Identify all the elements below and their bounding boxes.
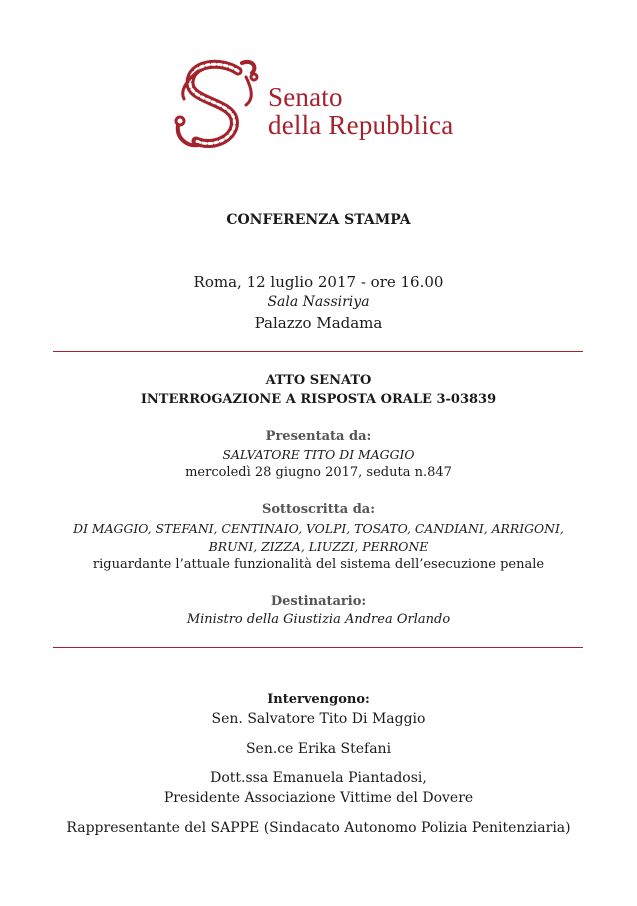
logo-line-repubblica: della Repubblica (268, 110, 454, 140)
speaker-piantadosi-role: Presidente Associazione Vittime del Dovere (163, 790, 474, 806)
speaker-stefani: Sen.ce Erika Stefani (245, 741, 392, 757)
presented-label: Presentata da: (265, 429, 372, 444)
recipient: Ministro della Giustizia Andrea Orlando (186, 612, 451, 627)
speaker-sappe: Rappresentante del SAPPE (Sindacato Autonomo Polizia Penitenziaria) (66, 820, 571, 836)
event-date-time: Roma, 12 luglio 2017 - ore 16.00 (193, 273, 444, 291)
speakers-label: Intervengono: (267, 692, 370, 707)
divider-bottom (53, 647, 583, 648)
recipient-label: Destinatario: (270, 594, 367, 609)
signers-line-2: BRUNI, ZIZZA, LIUZZI, PERRONE (208, 539, 429, 554)
logo-wordmark (268, 83, 453, 139)
logo-line-senato: Senato (268, 82, 343, 112)
senato-s-emblem-icon (168, 55, 268, 155)
signed-label: Sottoscritta da: (261, 502, 376, 517)
divider-top (53, 351, 583, 352)
signers-line-1: DI MAGGIO, STEFANI, CENTINAIO, VOLPI, TOSATO, CANDIANI, ARRIGONI, (73, 521, 564, 536)
event-room: Sala Nassiriya (267, 294, 370, 310)
presented-by: SALVATORE TITO DI MAGGIO (222, 447, 415, 462)
speaker-piantadosi: Dott.ssa Emanuela Piantadosi, (210, 770, 427, 786)
interrogation-subject: riguardante l’attuale funzionalità del sistema dell’esecuzione penale (92, 557, 545, 572)
press-conference-title: CONFERENZA STAMPA (226, 212, 411, 228)
act-heading: ATTO SENATO (265, 373, 372, 388)
senato-logo (168, 55, 478, 155)
speaker-di-maggio: Sen. Salvatore Tito Di Maggio (211, 711, 426, 727)
event-building: Palazzo Madama (254, 314, 383, 332)
act-interrogation: INTERROGAZIONE A RISPOSTA ORALE 3-03839 (140, 392, 497, 407)
presented-date: mercoledì 28 giugno 2017, seduta n.847 (185, 465, 452, 480)
